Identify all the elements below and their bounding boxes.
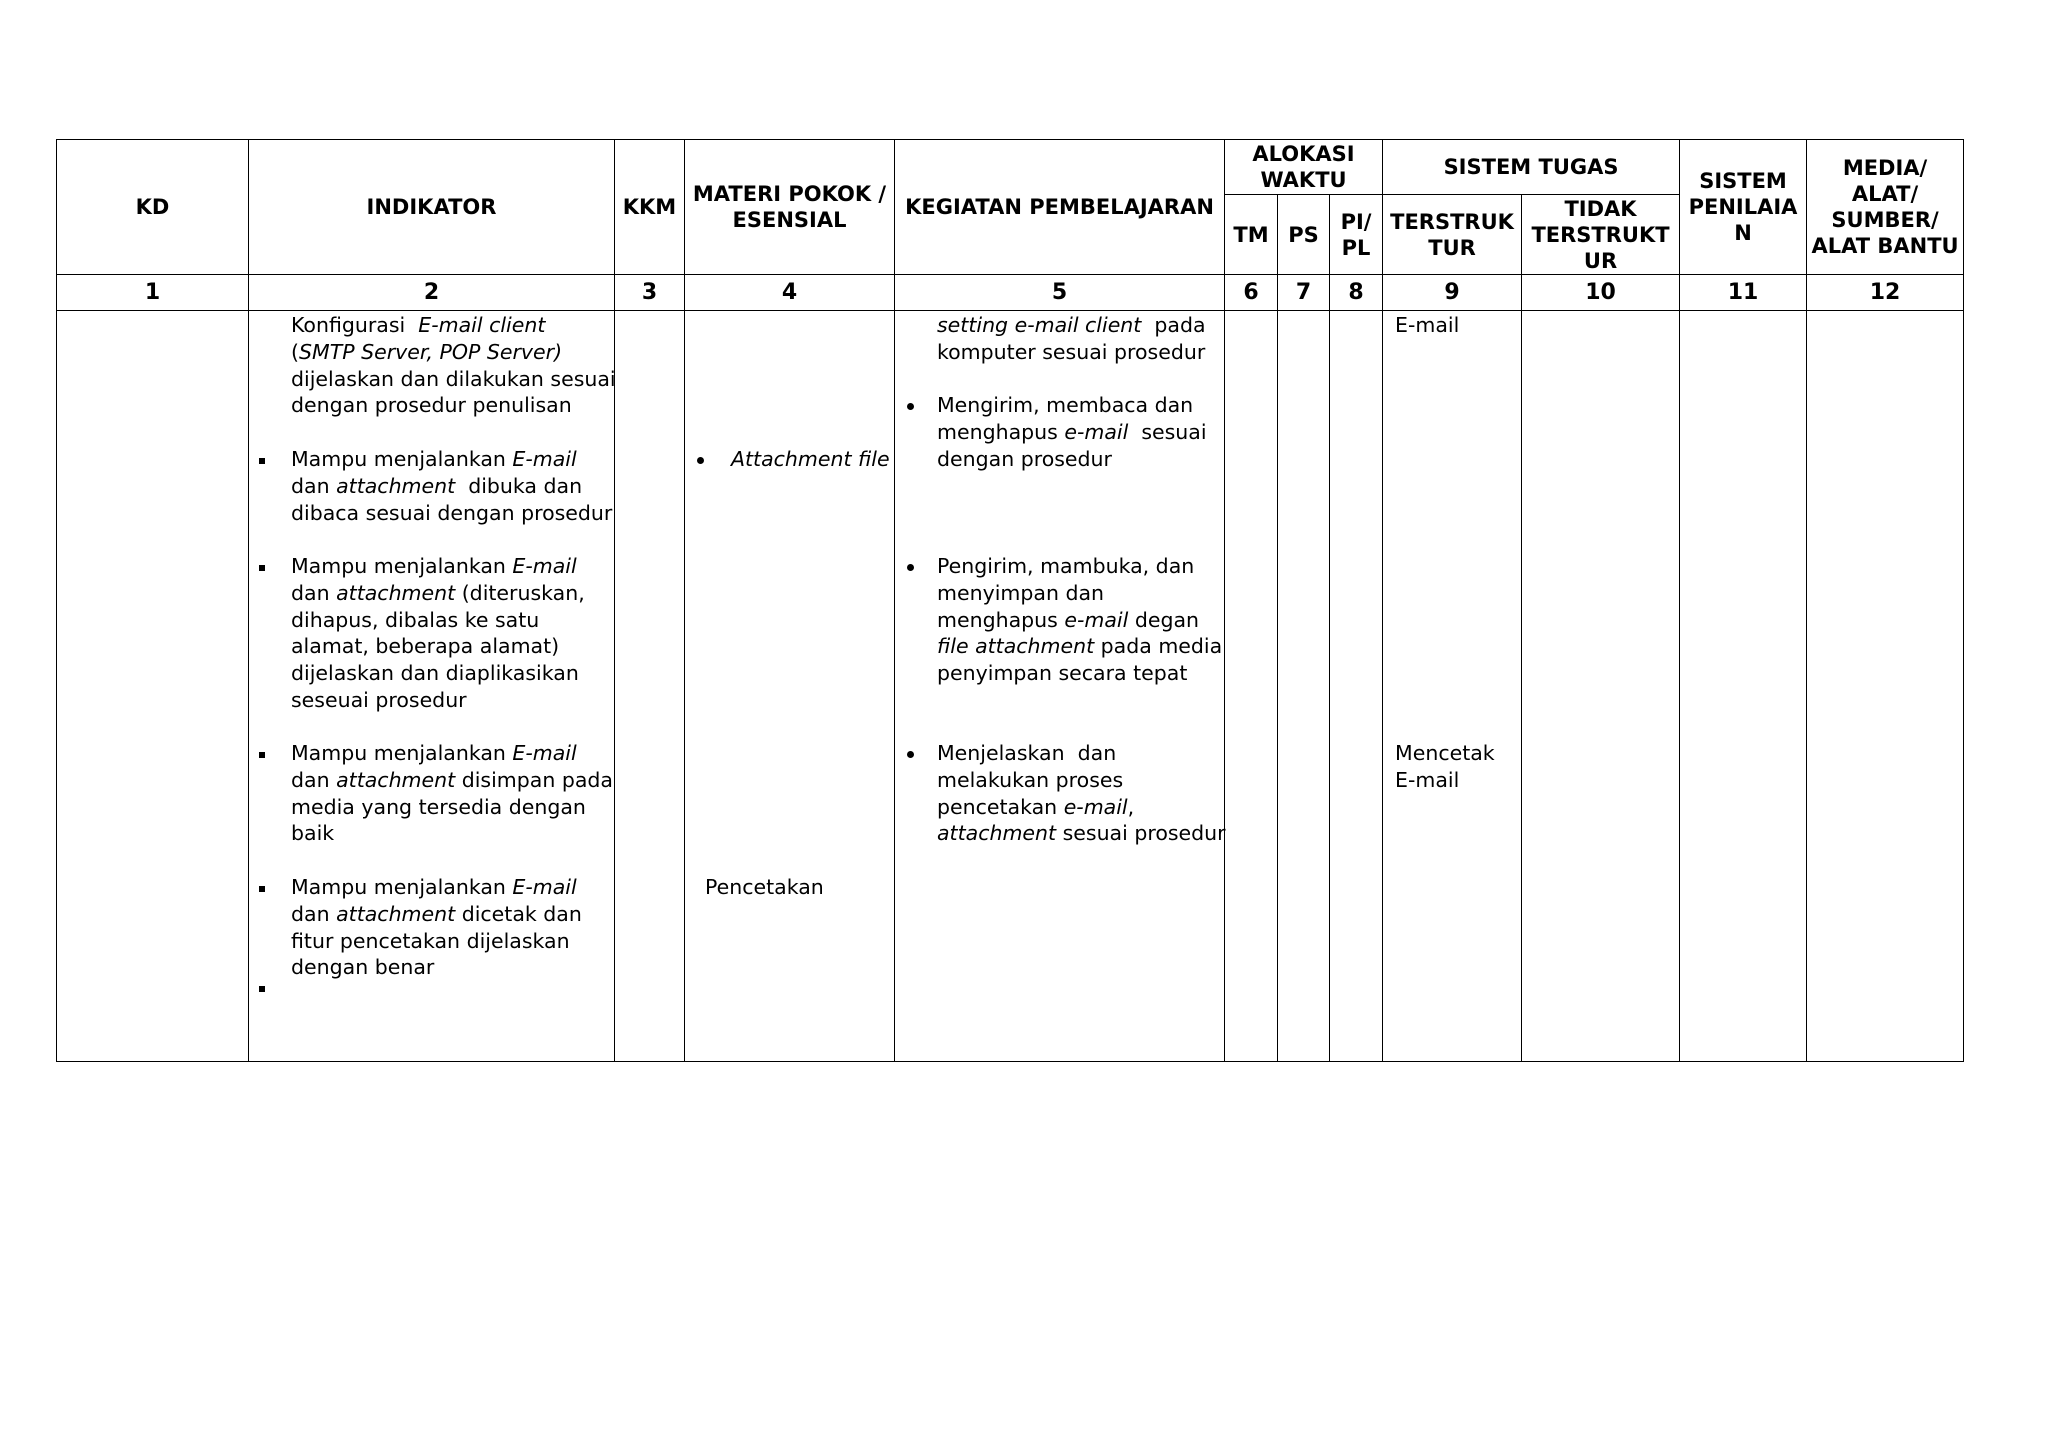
header-materi-pokok: MATERI POKOK / ESENSIAL: [685, 140, 895, 275]
round-bullet-icon: [907, 403, 914, 410]
indikator-item: Mampu menjalankan E-mail dan attachment (diteruskan, dihapus, dibalas ke satu alamat, beberapa alamat) dijelaskan dan diaplikasikan seseuai prosedur: [249, 553, 609, 714]
header-kkm: KKM: [615, 140, 685, 275]
column-number: 4: [685, 275, 895, 311]
cell-pi-pl: [1330, 311, 1383, 1062]
column-number: 7: [1278, 275, 1330, 311]
round-bullet-icon: [907, 751, 914, 758]
square-bullet-icon: [259, 886, 265, 892]
indikator-item: Mampu menjalankan E-mail dan attachment disimpan pada media yang tersedia dengan baik: [249, 740, 609, 847]
cell-terstruktur: [1383, 311, 1522, 1062]
empty-bullet: [249, 982, 289, 1002]
cell-tm: [1225, 311, 1278, 1062]
cell-kkm: [615, 311, 685, 1062]
round-bullet-icon: [697, 457, 704, 464]
header-sistem-penilaian: SISTEM PENILAIA N: [1680, 140, 1807, 275]
cell-kegiatan: [895, 311, 1225, 1062]
terstruktur-text: E-mail: [1395, 313, 1460, 337]
indikator-item: Mampu menjalankan E-mail dan attachment dibuka dan dibaca sesuai dengan prosedur: [249, 446, 609, 526]
cell-media: [1807, 311, 1964, 1062]
header-pi-pl: PI/ PL: [1330, 195, 1383, 275]
column-number: 10: [1522, 275, 1680, 311]
cell-materi: [685, 311, 895, 1062]
column-number: 9: [1383, 275, 1522, 311]
round-bullet-icon: [907, 564, 914, 571]
column-number: 1: [57, 275, 249, 311]
square-bullet-icon: [259, 986, 265, 992]
header-indikator: INDIKATOR: [249, 140, 615, 275]
column-number: 12: [1807, 275, 1964, 311]
header-tm: TM: [1225, 195, 1278, 275]
kegiatan-item: Pengirim, mambuka, dan menyimpan dan menghapus e-mail degan file attachment pada media penyimpan secara tepat: [895, 553, 1221, 687]
indikator-item: Mampu menjalankan E-mail dan attachment dicetak dan fitur pencetakan dijelaskan dengan benar: [249, 874, 609, 981]
column-number: 2: [249, 275, 615, 311]
header-sistem-tugas: SISTEM TUGAS: [1383, 140, 1680, 195]
column-number: 11: [1680, 275, 1807, 311]
square-bullet-icon: [259, 752, 265, 758]
column-number: 6: [1225, 275, 1278, 311]
cell-ps: [1278, 311, 1330, 1062]
cell-kd: [57, 311, 249, 1062]
materi-text: Pencetakan: [705, 875, 824, 899]
silabus-table: [56, 139, 1964, 1062]
kegiatan-intro: setting e-mail client pada komputer sesuai prosedur: [937, 313, 1206, 364]
indikator-intro: Konfigurasi E-mail client (SMTP Server, POP Server) dijelaskan dan dilakukan sesuai dengan prosedur penulisan: [291, 313, 616, 418]
terstruktur-text: Mencetak E-mail: [1395, 741, 1495, 792]
header-kd: KD: [57, 140, 249, 275]
kegiatan-item: Mengirim, membaca dan menghapus e-mail sesuai dengan prosedur: [895, 392, 1221, 472]
header-kegiatan-pembelajaran: KEGIATAN PEMBELAJARAN: [895, 140, 1225, 275]
square-bullet-icon: [259, 458, 265, 464]
header-ps: PS: [1278, 195, 1330, 275]
kegiatan-item: Menjelaskan dan melakukan proses pencetakan e-mail, attachment sesuai prosedur: [895, 740, 1221, 847]
header-terstruktur: TERSTRUK TUR: [1383, 195, 1522, 275]
square-bullet-icon: [259, 565, 265, 571]
cell-indikator: [249, 311, 615, 1062]
header-alokasi-waktu: ALOKASI WAKTU: [1225, 140, 1383, 195]
materi-item: Attachment file: [685, 446, 891, 473]
column-number: 3: [615, 275, 685, 311]
header-media: MEDIA/ ALAT/ SUMBER/ ALAT BANTU: [1807, 140, 1964, 275]
header-tidak-terstruktur: TIDAK TERSTRUKT UR: [1522, 195, 1680, 275]
cell-tidak-terstruktur: [1522, 311, 1680, 1062]
column-number: 8: [1330, 275, 1383, 311]
column-number: 5: [895, 275, 1225, 311]
cell-sistem-penilaian: [1680, 311, 1807, 1062]
